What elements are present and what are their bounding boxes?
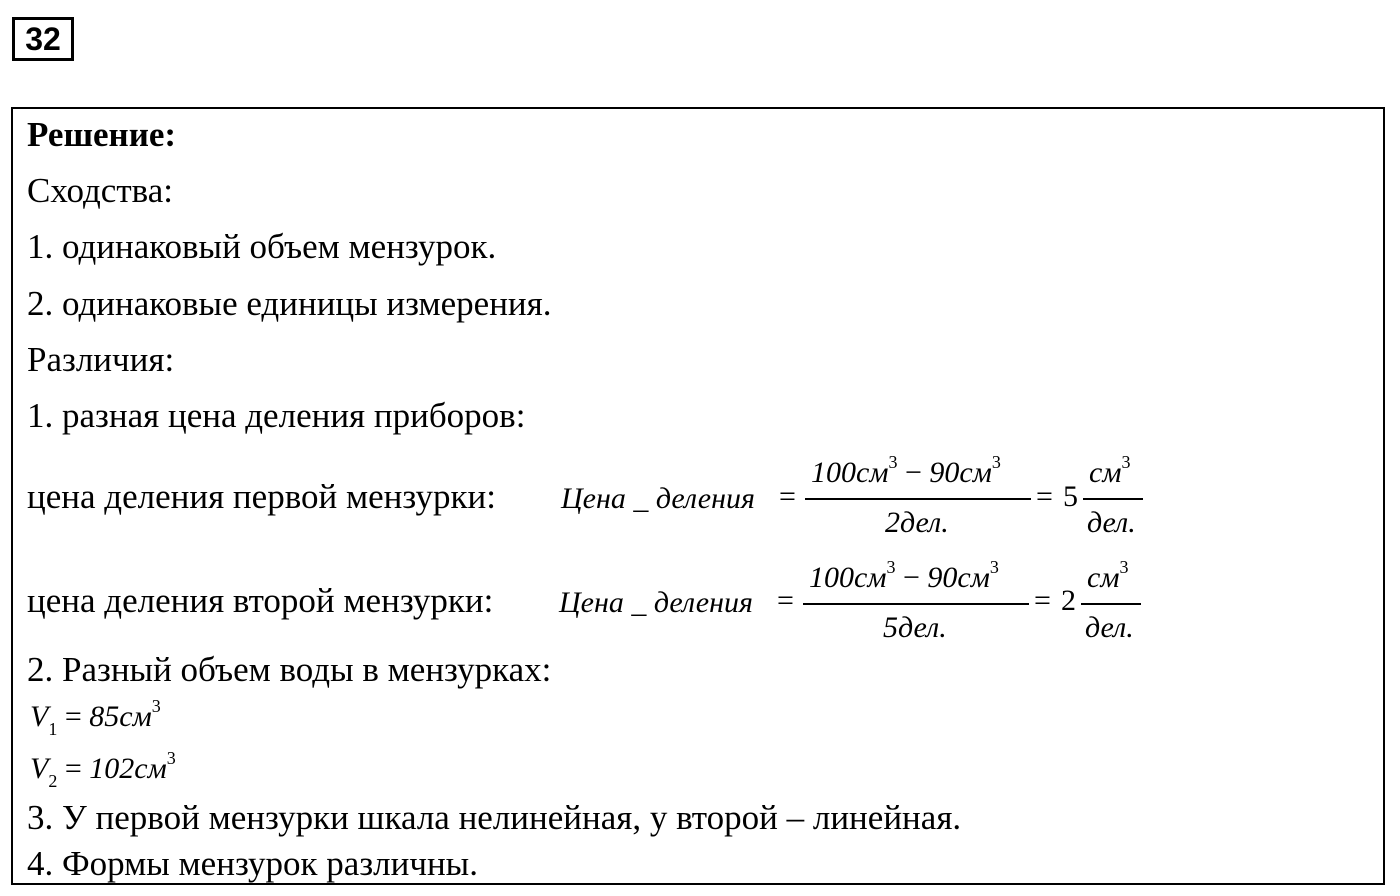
differences-title: Различия: bbox=[27, 340, 175, 379]
formula-1-unit-den: дел. bbox=[1087, 506, 1136, 539]
formula-1-lhs: Цена _ деления bbox=[561, 482, 755, 515]
formula-1-exp-a: 3 bbox=[888, 452, 898, 472]
formula-1-fraction bbox=[805, 452, 1031, 540]
formula-2-eq: = bbox=[777, 584, 794, 617]
formula-1-eq2: = bbox=[1036, 480, 1053, 513]
v1-eq: = bbox=[64, 700, 82, 733]
formula-2-eq2: = bbox=[1034, 584, 1051, 617]
formula-2-exp-a: 3 bbox=[886, 557, 896, 577]
v1-value: 85см bbox=[89, 700, 152, 733]
formula-1-fraction-bar bbox=[805, 498, 1031, 500]
formula-2-num-b: 90см bbox=[927, 561, 990, 594]
formula-1-num-b: 90см bbox=[929, 456, 992, 489]
v2-var: V bbox=[30, 752, 49, 785]
v1-formula bbox=[30, 696, 161, 739]
v2-exp: 3 bbox=[166, 748, 176, 768]
formula-2-unit-exp: 3 bbox=[1119, 557, 1129, 577]
difference-item-3: 3. У первой мензурки шкала нелинейная, у второй – линейная. bbox=[27, 798, 962, 837]
formula-2-unit-den: дел. bbox=[1085, 611, 1134, 644]
formula-1-unit bbox=[1083, 452, 1143, 540]
formula-2-minus: − bbox=[902, 561, 920, 594]
formula-2-result: 2 bbox=[1061, 584, 1076, 617]
v2-eq: = bbox=[64, 752, 82, 785]
formula-2-fraction bbox=[803, 557, 1029, 645]
formula-2-exp-b: 3 bbox=[989, 557, 999, 577]
formula-1-exp-b: 3 bbox=[991, 452, 1001, 472]
formula-1-unit-exp: 3 bbox=[1121, 452, 1131, 472]
task-number: 32 bbox=[12, 17, 74, 61]
formula-2-prefix: цена деления второй мензурки: bbox=[27, 581, 494, 620]
formula-2-fraction-bar bbox=[803, 603, 1029, 605]
formula-1-unit-bar bbox=[1083, 498, 1143, 500]
formula-2-lhs: Цена _ деления bbox=[559, 586, 753, 619]
similarity-item-1: 1. одинаковый объем мензурок. bbox=[27, 227, 497, 266]
solution-heading: Решение: bbox=[27, 115, 177, 154]
formula-2-den: 5дел. bbox=[883, 611, 947, 644]
v2-formula bbox=[30, 748, 176, 791]
formula-1-prefix: цена деления первой мензурки: bbox=[27, 477, 496, 516]
formula-1-result: 5 bbox=[1063, 480, 1078, 513]
v1-sub: 1 bbox=[48, 719, 58, 739]
similarities-title: Сходства: bbox=[27, 171, 173, 210]
v2-value: 102см bbox=[89, 752, 167, 785]
v2-sub: 2 bbox=[48, 771, 58, 791]
similarity-item-2: 2. одинаковые единицы измерения. bbox=[27, 284, 552, 323]
formula-1-unit-num: см bbox=[1089, 456, 1122, 489]
v1-var: V bbox=[30, 700, 49, 733]
difference-item-2: 2. Разный объем воды в мензурках: bbox=[27, 650, 552, 689]
v1-exp: 3 bbox=[151, 696, 161, 716]
formula-2-num-a: 100см bbox=[809, 561, 887, 594]
difference-item-4: 4. Формы мензурок различны. bbox=[27, 844, 478, 883]
formula-1-eq: = bbox=[779, 480, 796, 513]
formula-1-num-a: 100см bbox=[811, 456, 889, 489]
formula-2-unit-bar bbox=[1081, 603, 1141, 605]
difference-item-1: 1. разная цена деления приборов: bbox=[27, 396, 526, 435]
formula-1-minus: − bbox=[904, 456, 922, 489]
formula-2-unit-num: см bbox=[1087, 561, 1120, 594]
formula-1-den: 2дел. bbox=[885, 506, 949, 539]
formula-2-unit bbox=[1081, 557, 1141, 645]
